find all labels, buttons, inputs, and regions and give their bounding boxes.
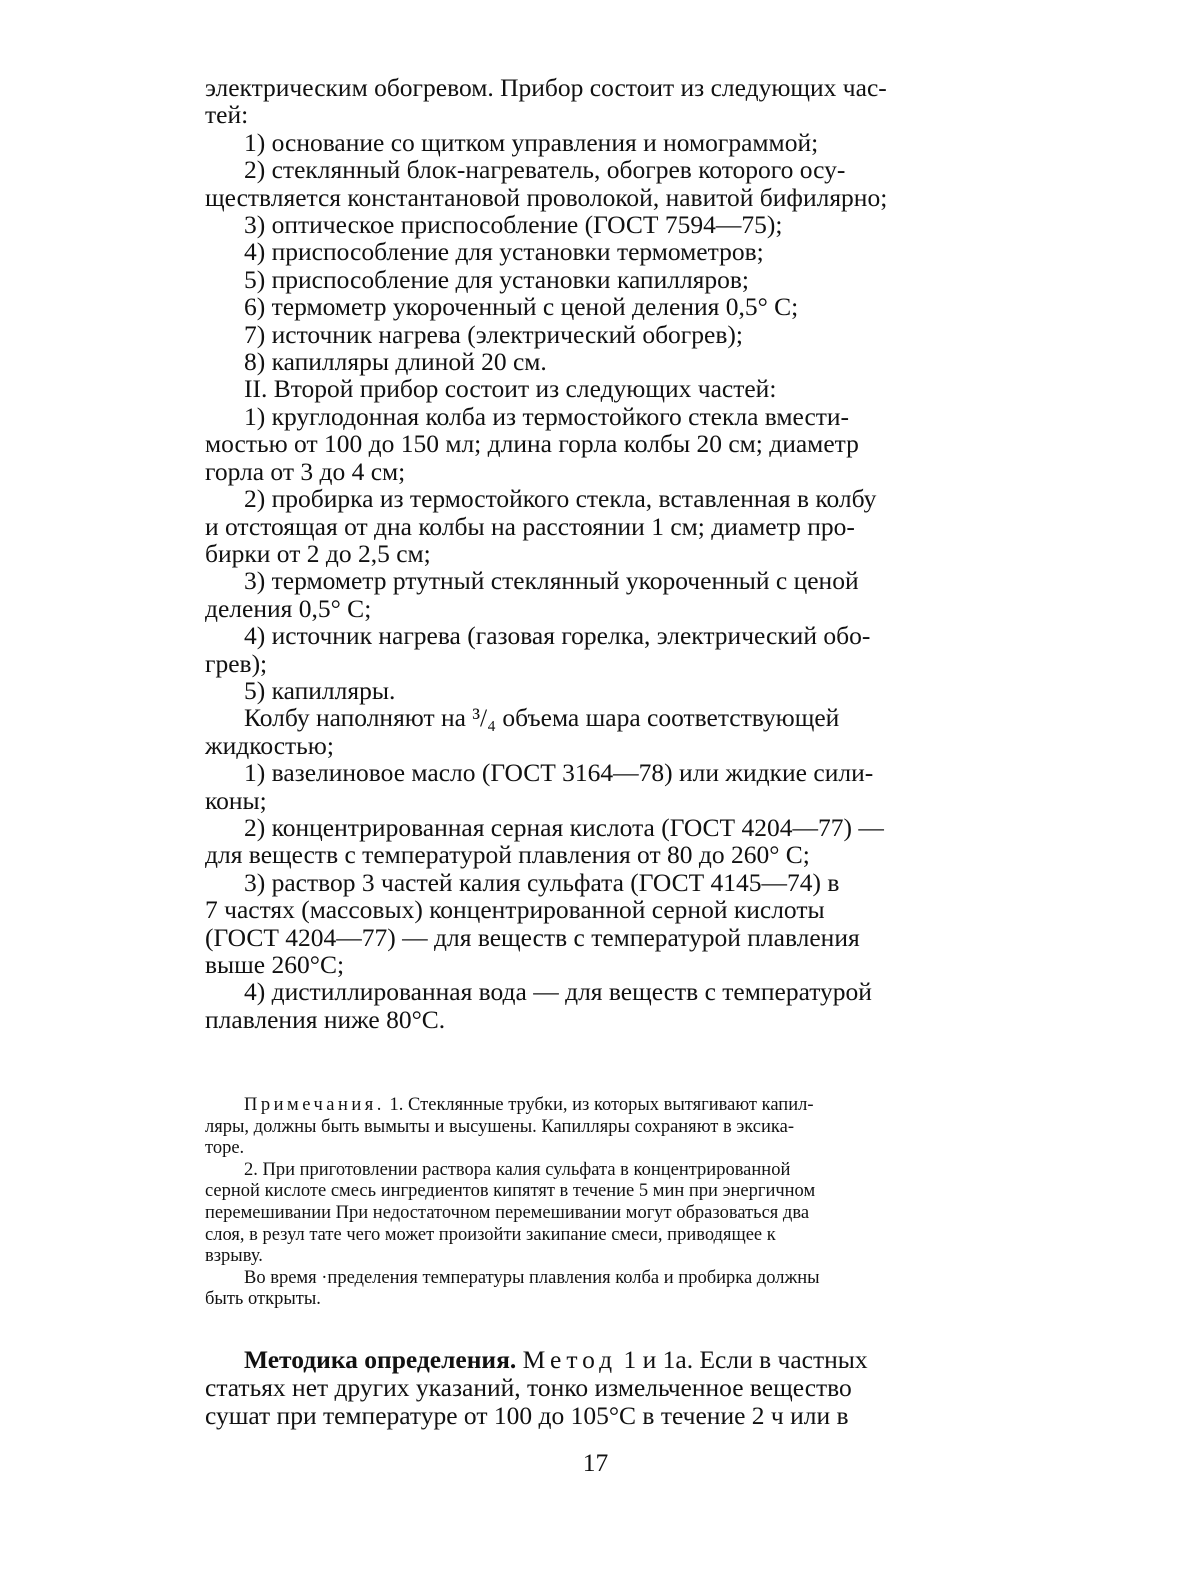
list-item: 4) дистиллированная вода — для веществ с температурой xyxy=(244,977,872,1007)
list-item: 2) концентрированная серная кислота (ГОСТ 4204—77) — xyxy=(244,812,884,842)
text-line: и отстоящая от дна колбы на расстоянии 1 см; диаметр про- xyxy=(205,511,855,541)
text-line: деления 0,5° С; xyxy=(205,593,372,623)
note-line: взрыву. xyxy=(205,1246,263,1267)
note-line xyxy=(205,1095,1009,1117)
note-line: 2. При приготовлении раствора калия сульфата в концентрированной xyxy=(244,1159,791,1180)
list-item: 3) термометр ртутный стеклянный укороченный с ценой xyxy=(244,566,859,596)
text-line: горла от 3 до 4 см; xyxy=(205,456,406,486)
section-heading: II. Второй прибор состоит из следующих частей: xyxy=(244,374,777,404)
note-line: ляры, должны быть вымыты и высушены. Капилляры сохраняют в эксика- xyxy=(205,1116,795,1137)
text-line: грев); xyxy=(205,648,268,678)
paragraph-start: Колбу наполняют на ³/₄ объема шара соответствующей xyxy=(244,703,840,733)
list-item: 3) раствор 3 частей калия сульфата (ГОСТ 4145—74) в xyxy=(244,867,840,897)
list-item: 1) круглодонная колба из термостойкого стекла вмести- xyxy=(244,401,850,431)
list-item: 6) термометр укороченный с ценой деления 0,5° С; xyxy=(244,292,799,322)
list-item: 2) стеклянный блок-нагреватель, обогрев которого осу- xyxy=(244,155,846,185)
note-line: Во время ·пределения температуры плавления колба и пробирка должны xyxy=(244,1267,820,1288)
note-line: быть открыты. xyxy=(205,1289,321,1310)
method-line xyxy=(205,1346,1009,1374)
page-number: 17 xyxy=(582,1448,609,1477)
note-line: торе. xyxy=(205,1138,245,1159)
text-line: мостью от 100 до 150 мл; длина горла колбы 20 см; диаметр xyxy=(205,429,859,459)
text-line: выше 260°С; xyxy=(205,950,345,979)
text-line: плавления ниже 80°С. xyxy=(205,1004,446,1034)
text-line: 7 частях (массовых) концентрированной серной кислоты xyxy=(205,895,825,925)
list-item: 2) пробирка из термостойкого стекла, вставленная в колбу xyxy=(244,484,877,514)
list-item: 4) источник нагрева (газовая горелка, электрический обо- xyxy=(244,621,871,651)
note-line: серной кислоте смесь ингредиентов кипятят в течение 5 мин при энергичном xyxy=(205,1181,816,1202)
text-line: тей: xyxy=(205,100,249,130)
list-item: 5) капилляры. xyxy=(244,675,396,705)
text-line: электрическим обогревом. Прибор состоит из следующих час- xyxy=(205,73,887,102)
text-line: (ГОСТ 4204—77) — для веществ с температурой плавления xyxy=(205,922,860,952)
note-line: слоя, в резул тате чего может произойти закипание смеси, приводящее к xyxy=(205,1224,776,1245)
text-line: бирки от 2 до 2,5 см; xyxy=(205,538,431,568)
text-line: для веществ с температурой плавления от 80 до 260° С; xyxy=(205,840,810,870)
method-heading: Методика определения. xyxy=(244,1345,517,1374)
main-text xyxy=(205,74,1009,1033)
list-item: 7) источник нагрева (электрический обогрев); xyxy=(244,319,743,349)
list-item: 1) основание со щитком управления и номограммой; xyxy=(244,127,819,157)
text-line: коны; xyxy=(205,785,267,815)
note-text: 1. Стеклянные трубки, из которых вытягивают капил- xyxy=(389,1095,814,1115)
notes-block xyxy=(205,1095,1009,1311)
list-item: 4) приспособление для установки термометров; xyxy=(244,237,764,267)
list-item: 5) приспособление для установки капилляров; xyxy=(244,264,750,294)
text-line: жидкостью; xyxy=(205,730,334,760)
method-text: 1 и 1а. Если в частных xyxy=(623,1345,868,1374)
method-section xyxy=(205,1346,1009,1430)
note-line: перемешивании При недостаточном перемешивании могут образоваться два xyxy=(205,1202,810,1223)
text-line: ществляется константановой проволокой, навитой бифилярно; xyxy=(205,182,888,212)
list-item: 1) вазелиновое масло (ГОСТ 3164—78) или жидкие сили- xyxy=(244,758,874,788)
method-line: сушат при температуре от 100 до 105°С в течение 2 ч или в xyxy=(205,1401,849,1430)
list-item: 3) оптическое приспособление (ГОСТ 7594—75); xyxy=(244,210,783,240)
list-item: 8) капилляры длиной 20 см. xyxy=(244,347,547,377)
notes-label: Примечания. xyxy=(244,1095,385,1115)
method-line: статьях нет других указаний, тонко измельченное вещество xyxy=(205,1373,852,1402)
method-label: Метод xyxy=(522,1345,618,1374)
